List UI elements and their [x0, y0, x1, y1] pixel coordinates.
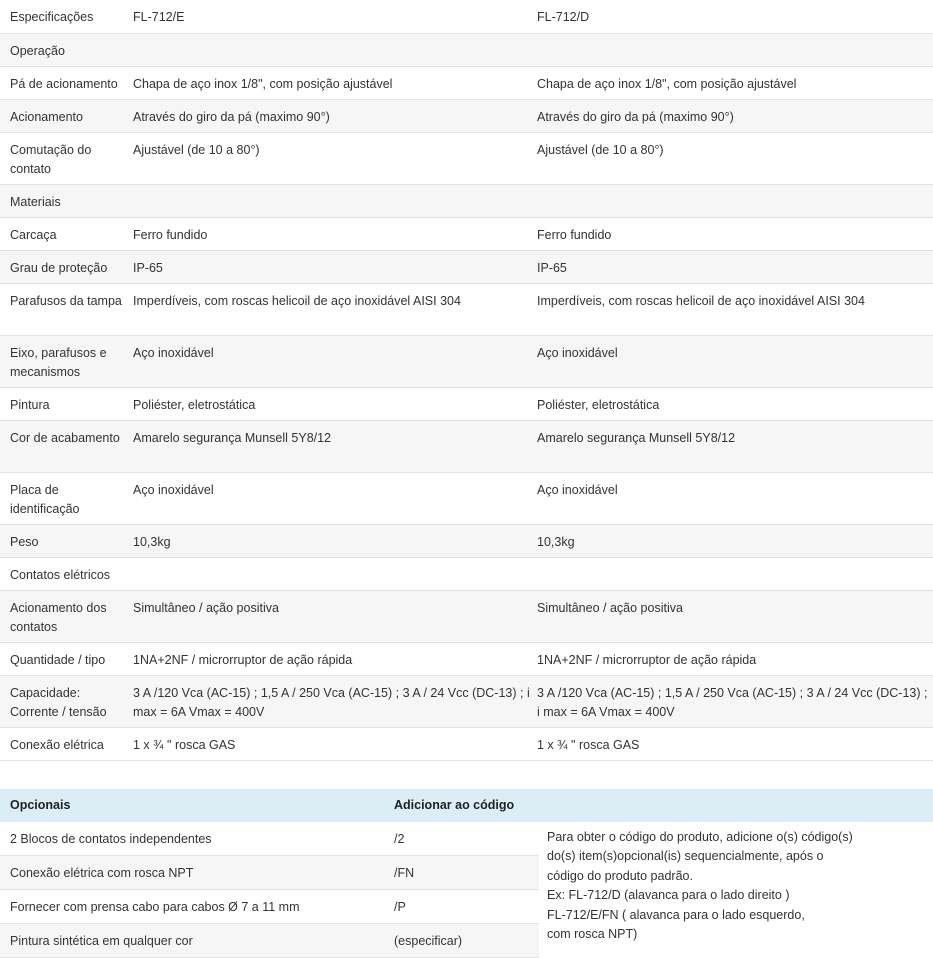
spec-value-d: Aço inoxidável [537, 472, 933, 524]
spec-value-d: Aço inoxidável [537, 335, 933, 387]
spec-value-d: Chapa de aço inox 1/8", com posição ajustável [537, 66, 933, 99]
spec-row [0, 66, 933, 99]
spec-value-e: 1NA+2NF / microrruptor de ação rápida [130, 642, 537, 675]
spec-section-row [0, 184, 933, 217]
spec-value-e: Poliéster, eletrostática [130, 387, 537, 420]
spec-row [0, 250, 933, 283]
spec-value-e: Chapa de aço inox 1/8", com posição ajustável [130, 66, 537, 99]
spec-label: Conexão elétrica [0, 727, 130, 760]
option-name: Fornecer com prensa cabo para cabos Ø 7 a 11 mm [0, 889, 384, 923]
spec-row [0, 132, 933, 184]
option-code: (especificar) [384, 923, 539, 957]
spec-row [0, 217, 933, 250]
spec-row [0, 590, 933, 642]
spec-label: Carcaça [0, 217, 130, 250]
spec-value-e: Imperdíveis, com roscas helicoil de aço inoxidável AISI 304 [130, 283, 537, 335]
spec-label: Pintura [0, 387, 130, 420]
spec-section-title: Operação [0, 33, 933, 66]
spec-value-e: Ajustável (de 10 a 80°) [130, 132, 537, 184]
spec-row [0, 524, 933, 557]
options-note-line: FL-712/E/FN ( alavanca para o lado esquerdo, [547, 907, 805, 922]
options-table [0, 789, 933, 958]
spec-label: Peso [0, 524, 130, 557]
spec-value-d: Através do giro da pá (maximo 90°) [537, 99, 933, 132]
spec-value-d: Ajustável (de 10 a 80°) [537, 132, 933, 184]
spec-row [0, 0, 933, 33]
spec-value-e: 3 A /120 Vca (AC-15) ; 1,5 A / 250 Vca (AC-15) ; 3 A / 24 Vcc (DC-13) ; i max = 6A Vmax = 400V [130, 675, 537, 727]
spec-row [0, 283, 933, 335]
option-name: Pintura sintética em qualquer cor [0, 923, 384, 957]
spec-value-d: Imperdíveis, com roscas helicoil de aço inoxidável AISI 304 [537, 283, 933, 335]
table-spacer [0, 761, 933, 789]
spec-row [0, 420, 933, 472]
option-code: /FN [384, 855, 539, 889]
spec-value-e: Simultâneo / ação positiva [130, 590, 537, 642]
option-name: Conexão elétrica com rosca NPT [0, 855, 384, 889]
option-name: 2 Blocos de contatos independentes [0, 822, 384, 856]
spec-value-e: IP-65 [130, 250, 537, 283]
spec-value-d: FL-712/D [537, 0, 933, 33]
options-body [0, 822, 933, 958]
spec-row [0, 99, 933, 132]
spec-value-d: 3 A /120 Vca (AC-15) ; 1,5 A / 250 Vca (AC-15) ; 3 A / 24 Vcc (DC-13) ; i max = 6A Vmax = 400V [537, 675, 933, 727]
spec-label: Acionamento [0, 99, 130, 132]
spec-label: Quantidade / tipo [0, 642, 130, 675]
spec-label: Especificações [0, 0, 130, 33]
spec-section-title: Materiais [0, 184, 933, 217]
options-note-line: do(s) item(s)opcional(is) sequencialmente, após o [547, 849, 824, 863]
options-note [539, 822, 933, 958]
spec-row [0, 675, 933, 727]
option-code: /2 [384, 822, 539, 856]
options-note-line: com rosca NPT) [547, 927, 638, 941]
spec-row [0, 727, 933, 760]
spec-label: Grau de proteção [0, 250, 130, 283]
spec-value-d: Ferro fundido [537, 217, 933, 250]
spec-label: Parafusos da tampa [0, 283, 130, 335]
spec-value-d: 1 x ¾ " rosca GAS [537, 727, 933, 760]
spec-label: Comutação do contato [0, 132, 130, 184]
spec-value-d: Poliéster, eletrostática [537, 387, 933, 420]
spec-section-row [0, 557, 933, 590]
spec-value-e: 1 x ¾ " rosca GAS [130, 727, 537, 760]
spec-section-row [0, 33, 933, 66]
spec-label: Cor de acabamento [0, 420, 130, 472]
spec-label: Placa de identificação [0, 472, 130, 524]
options-header-name: Opcionais [0, 789, 384, 822]
spec-value-d: 10,3kg [537, 524, 933, 557]
options-note-line: Ex: FL-712/D (alavanca para o lado direito ) [547, 888, 790, 902]
spec-label: Acionamento dos contatos [0, 590, 130, 642]
spec-value-e: FL-712/E [130, 0, 537, 33]
spec-value-e: Ferro fundido [130, 217, 537, 250]
spec-value-d: 1NA+2NF / microrruptor de ação rápida [537, 642, 933, 675]
spec-label: Pá de acionamento [0, 66, 130, 99]
options-header-row [0, 789, 933, 822]
spec-value-e: Através do giro da pá (maximo 90°) [130, 99, 537, 132]
spec-value-e: 10,3kg [130, 524, 537, 557]
spec-value-e: Amarelo segurança Munsell 5Y8/12 [130, 420, 537, 472]
spec-value-d: IP-65 [537, 250, 933, 283]
spec-row [0, 387, 933, 420]
spec-row [0, 642, 933, 675]
spec-value-e: Aço inoxidável [130, 472, 537, 524]
spec-value-d: Amarelo segurança Munsell 5Y8/12 [537, 420, 933, 472]
options-note-line: código do produto padrão. [547, 868, 693, 883]
spec-value-e: Aço inoxidável [130, 335, 537, 387]
spec-label: Capacidade: Corrente / tensão [0, 675, 130, 727]
option-row [0, 822, 933, 856]
options-header-code: Adicionar ao código [384, 789, 539, 822]
options-note-line: Para obter o código do produto, adicione o(s) código(s) [547, 829, 853, 844]
spec-row [0, 335, 933, 387]
spec-row [0, 472, 933, 524]
option-code: /P [384, 889, 539, 923]
spec-section-title: Contatos elétricos [0, 557, 933, 590]
spec-label: Eixo, parafusos e mecanismos [0, 335, 130, 387]
spec-value-d: Simultâneo / ação positiva [537, 590, 933, 642]
options-header-empty [539, 789, 933, 822]
